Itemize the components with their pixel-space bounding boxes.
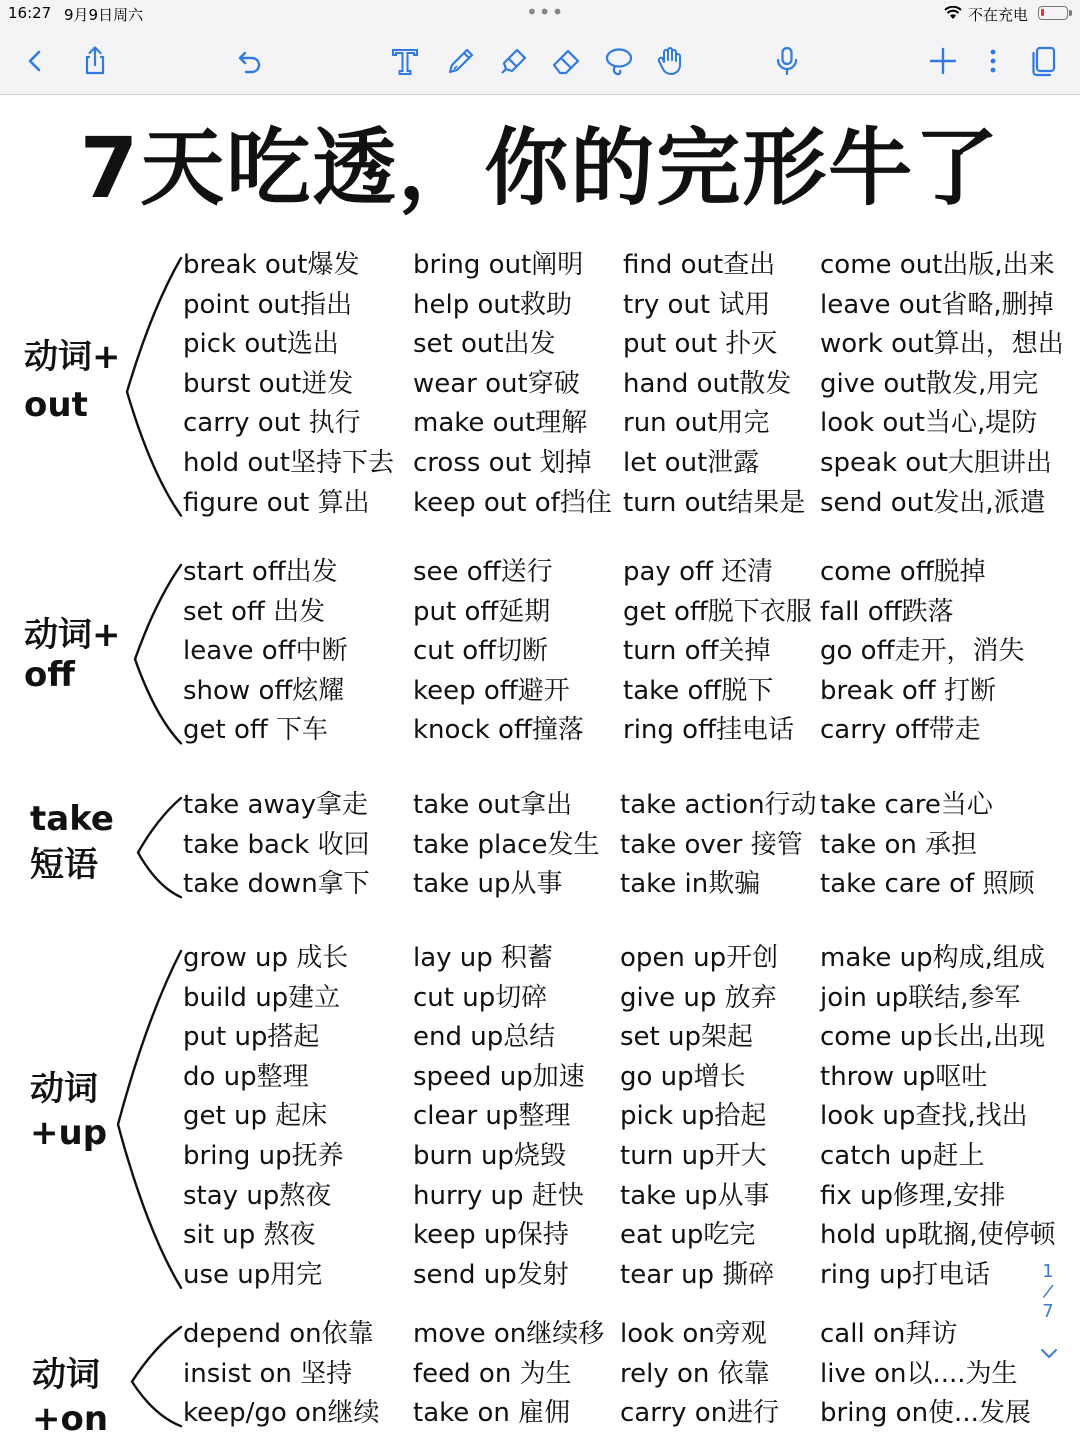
brace-connector [116,949,183,1304]
phrase-entry: go off走开，消失 [820,636,1025,667]
phrase-entry: make out理解 [413,408,588,439]
phrase-entry: do up整理 [183,1061,309,1092]
phrase-entry: cut off切断 [413,636,549,667]
current-page: 1 [1042,1261,1054,1282]
phrase-entry: take away拿走 [183,790,369,820]
phrase-entry: lay up 积蓄 [413,943,554,973]
charging-status: 不在充电 [968,6,1029,24]
phrase-entry: take up从事 [620,1180,770,1211]
back-icon[interactable] [14,40,56,82]
phrase-entry: take on 承担 [820,829,978,860]
phrase-entry: take on 雇佣 [413,1398,571,1429]
phrase-entry: tear up 撕碎 [620,1259,775,1290]
phrase-entry: take back 收回 [183,829,370,860]
phrase-entry: see off送行 [413,557,553,587]
text-tool-icon[interactable] [384,40,426,82]
phrase-entry: hand out散发 [623,368,792,399]
phrase-entry: call on拜访 [820,1319,958,1349]
phrase-entry: put up搭起 [183,1022,320,1053]
phrase-entry: take care of 照顾 [820,869,1035,900]
phrase-entry: hurry up 赶快 [413,1180,584,1211]
phrase-entry: come off脱掉 [820,557,986,587]
phrase-entry: burst out迸发 [183,368,354,399]
phrase-entry: get up 起床 [183,1101,328,1132]
multitasking-dots-icon[interactable]: ••• [526,0,565,24]
phrase-entry: speak out大胆讲出 [820,448,1052,478]
phrase-entry: set up架起 [620,1022,753,1053]
phrase-entry: keep off避开 [413,675,570,706]
phrase-entry: start off出发 [183,557,338,587]
phrase-entry: get off 下车 [183,715,329,746]
pages-icon[interactable] [1024,40,1066,82]
phrase-entry: hold up耽搁,使停顿 [820,1220,1056,1251]
hand-icon[interactable] [650,40,692,82]
phrase-entry: help out救助 [413,289,573,320]
phrase-entry: run out用完 [623,408,770,439]
section-label: +on [32,1399,109,1439]
phrase-entry: break off 打断 [820,675,996,706]
status-date: 9月9日周六 [64,6,144,24]
toolbar [0,28,1080,95]
phrase-entry: take place发生 [413,829,600,860]
phrase-entry: point out指出 [183,289,353,320]
phrase-entry: carry out 执行 [183,408,361,439]
phrase-entry: put off延期 [413,596,551,627]
phrase-entry: turn out结果是 [623,487,806,518]
phrase-entry: bring on使...发展 [820,1398,1031,1429]
phrase-entry: insist on 坚持 [183,1358,353,1389]
wifi-icon [944,6,962,24]
phrase-entry: leave out省略,删掉 [820,289,1054,320]
phrase-entry: take in欺骗 [620,869,761,900]
more-icon[interactable] [972,40,1014,82]
phrase-entry: burn up烧毁 [413,1141,566,1171]
phrase-entry: show off炫耀 [183,675,345,706]
phrase-entry: break out爆发 [183,250,360,280]
phrase-entry: fix up修理,安排 [820,1180,1006,1211]
phrase-entry: take over 接管 [620,829,803,860]
total-pages: 7 [1042,1301,1054,1322]
phrase-entry: look out当心,堤防 [820,408,1038,439]
phrase-entry: make up构成,组成 [820,943,1045,973]
phrase-entry: look on旁观 [620,1319,767,1349]
share-icon[interactable] [74,40,116,82]
phrase-entry: pay off 还清 [623,557,774,587]
phrase-entry: sit up 熬夜 [183,1220,316,1251]
phrase-entry: keep/go on继续 [183,1398,380,1429]
phrase-entry: grow up 成长 [183,943,349,973]
phrase-entry: come up长出,出现 [820,1022,1046,1053]
phrase-entry: turn up开大 [620,1141,767,1171]
phrase-entry: move on继续移 [413,1319,605,1349]
phrase-entry: clear up整理 [413,1101,571,1132]
section-label: take [30,799,114,839]
phrase-entry: wear out穿破 [413,368,580,399]
phrase-entry: look up查找,找出 [820,1101,1028,1132]
phrase-entry: set off 出发 [183,596,326,627]
undo-icon[interactable] [228,40,270,82]
section-label: +up [30,1113,108,1153]
phrase-entry: put out 扑灭 [623,329,778,360]
phrase-entry: live on以....为生 [820,1358,1018,1389]
phrase-entry: cross out 划掉 [413,448,592,478]
phrase-entry: turn off关掉 [623,636,771,667]
status-time: 16:27 [8,4,52,22]
phrase-entry: take down拿下 [183,869,370,900]
phrase-entry: ring off挂电话 [623,715,794,746]
page-title: 7天吃透，你的完形牛了 [79,119,1001,217]
phrase-entry: give out散发,用完 [820,368,1039,399]
phrase-entry: set out出发 [413,329,556,360]
chevron-down-icon[interactable] [1038,1344,1060,1364]
phrase-entry: bring up抚养 [183,1141,344,1171]
section-label: 动词+ [24,615,121,655]
phrase-entry: use up用完 [183,1259,323,1290]
pen-icon[interactable] [440,40,482,82]
brace-connector [136,796,183,913]
phrase-entry: build up建立 [183,982,341,1013]
brace-connector [133,563,183,759]
phrase-entry: open up开创 [620,943,779,973]
phrase-entry: take out拿出 [413,790,573,820]
phrase-entry: ring up打电话 [820,1259,991,1290]
phrase-entry: join up联结,参军 [820,982,1021,1013]
phrase-entry: carry on进行 [620,1398,780,1429]
phrase-entry: hold out坚持下去 [183,448,394,478]
add-icon[interactable] [922,40,964,82]
phrase-entry: feed on 为生 [413,1358,572,1389]
phrase-entry: come out出版,出来 [820,250,1055,280]
phrase-entry: carry off带走 [820,715,981,746]
phrase-entry: fall off跌落 [820,596,954,627]
phrase-entry: work out算出，想出 [820,329,1064,360]
phrase-entry: pick out选出 [183,329,339,360]
brace-connector [125,256,183,532]
phrase-entry: take action行动 [620,790,817,820]
phrase-entry: pick up拾起 [620,1101,767,1132]
phrase-entry: let out泄露 [623,448,760,478]
phrase-entry: figure out 算出 [183,487,370,518]
phrase-entry: throw up呕吐 [820,1061,988,1092]
eraser-icon[interactable] [545,40,587,82]
phrase-entry: send out发出,派遣 [820,487,1046,518]
section-label: 动词 [32,1355,100,1395]
phrase-entry: get off脱下衣服 [623,596,812,627]
phrase-entry: go up增长 [620,1061,746,1092]
battery-icon [1038,6,1068,20]
phrase-entry: catch up赶上 [820,1141,985,1171]
phrase-entry: take up从事 [413,869,563,900]
section-label: 短语 [30,845,98,885]
section-label: off [24,655,75,695]
page-indicator[interactable] [1036,1262,1060,1322]
highlighter-icon[interactable] [493,40,535,82]
section-label: 动词 [30,1069,98,1109]
phrase-entry: leave off中断 [183,636,348,667]
brace-connector [130,1325,183,1442]
phrase-entry: stay up熬夜 [183,1180,332,1211]
phrase-entry: keep out of挡住 [413,487,612,518]
phrase-entry: take off脱下 [623,675,774,706]
phrase-entry: keep up保持 [413,1220,569,1251]
phrase-entry: knock off撞落 [413,715,584,746]
lasso-icon[interactable] [598,40,640,82]
phrase-entry: rely on 依靠 [620,1358,770,1389]
phrase-entry: try out 试用 [623,289,771,320]
phrase-entry: speed up加速 [413,1061,585,1092]
microphone-icon[interactable] [766,40,808,82]
page-separator: / [1041,1280,1055,1303]
phrase-entry: cut up切碎 [413,982,548,1013]
phrase-entry: send up发射 [413,1259,569,1290]
phrase-entry: bring out阐明 [413,250,584,280]
phrase-entry: depend on依靠 [183,1319,374,1349]
section-label: 动词+ [24,337,121,377]
phrase-entry: end up总结 [413,1022,556,1053]
section-label: out [24,385,88,425]
phrase-entry: eat up吃完 [620,1220,756,1251]
phrase-entry: find out查出 [623,250,776,280]
status-bar [0,0,1080,28]
phrase-entry: take care当心 [820,790,993,820]
phrase-entry: give up 放弃 [620,982,777,1013]
